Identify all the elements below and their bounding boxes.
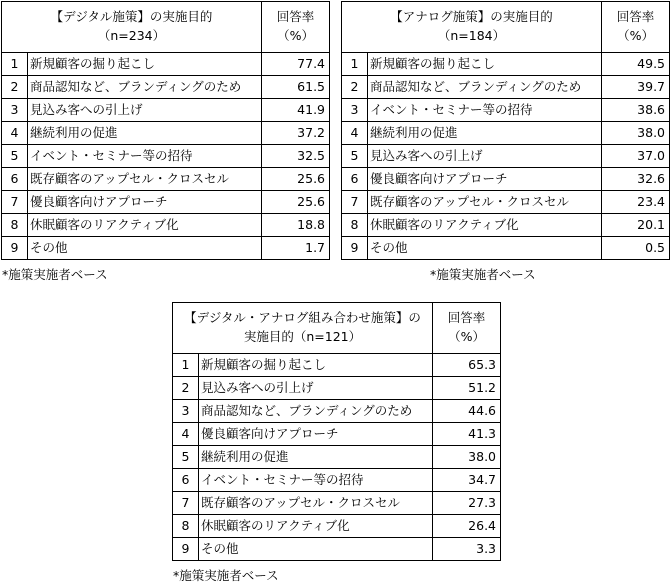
- purpose-cell: イベント・セミナー等の招待: [28, 145, 262, 168]
- rank-cell: 1: [342, 53, 368, 76]
- purpose-cell: その他: [28, 237, 262, 260]
- rate-cell: 26.4: [433, 515, 501, 538]
- rank-cell: 8: [2, 214, 28, 237]
- combined-purpose-panel: [172, 302, 501, 561]
- rate-cell: 41.3: [433, 423, 501, 446]
- purpose-cell: 商品認知など、ブランディングのため: [199, 400, 433, 423]
- digital-purpose-table: [1, 1, 330, 260]
- rank-cell: 2: [173, 377, 199, 400]
- rate-cell: 38.0: [602, 122, 670, 145]
- rank-cell: 3: [2, 99, 28, 122]
- purpose-cell: 既存顧客のアップセル・クロスセル: [199, 492, 433, 515]
- rate-cell: 38.6: [602, 99, 670, 122]
- purpose-cell: 新規顧客の掘り起こし: [199, 354, 433, 377]
- rank-cell: 6: [2, 168, 28, 191]
- rate-header-line-1: 回答率: [276, 9, 315, 25]
- rate-header-line-2: （%）: [448, 329, 485, 344]
- table-header-row: [2, 2, 330, 53]
- table-title-line-1: 【デジタル・アナログ組み合わせ施策】の: [184, 310, 421, 326]
- rank-cell: 6: [342, 168, 368, 191]
- table-row: [2, 53, 330, 76]
- purpose-cell: 既存顧客のアップセル・クロスセル: [368, 191, 602, 214]
- purpose-cell: 休眠顧客のリアクティブ化: [368, 214, 602, 237]
- table-row: [342, 237, 670, 260]
- rank-cell: 9: [173, 538, 199, 561]
- rate-cell: 61.5: [262, 76, 330, 99]
- table-row: [173, 446, 501, 469]
- analog-purpose-panel: [341, 1, 670, 260]
- rank-cell: 9: [2, 237, 28, 260]
- purpose-cell: 休眠顧客のリアクティブ化: [199, 515, 433, 538]
- rate-cell: 18.8: [262, 214, 330, 237]
- rank-cell: 1: [2, 53, 28, 76]
- table-row: [342, 76, 670, 99]
- table-row: [173, 469, 501, 492]
- table-row: [2, 214, 330, 237]
- rank-cell: 1: [173, 354, 199, 377]
- rate-cell: 39.7: [602, 76, 670, 99]
- rank-cell: 6: [173, 469, 199, 492]
- rate-header-line-2: （%）: [277, 28, 314, 43]
- rank-cell: 5: [342, 145, 368, 168]
- rate-cell: 23.4: [602, 191, 670, 214]
- table-row: [2, 145, 330, 168]
- rate-cell: 32.5: [262, 145, 330, 168]
- rank-cell: 9: [342, 237, 368, 260]
- purpose-cell: 新規顧客の掘り起こし: [368, 53, 602, 76]
- rate-header-line-1: 回答率: [447, 310, 486, 326]
- table-row: [2, 168, 330, 191]
- rate-cell: 27.3: [433, 492, 501, 515]
- table-row: [173, 538, 501, 561]
- rank-cell: 4: [173, 423, 199, 446]
- table-row: [173, 492, 501, 515]
- table-row: [342, 122, 670, 145]
- rate-cell: 37.2: [262, 122, 330, 145]
- table-row: [173, 515, 501, 538]
- table-row: [173, 423, 501, 446]
- purpose-cell: 見込み客への引上げ: [368, 145, 602, 168]
- rank-cell: 7: [173, 492, 199, 515]
- table-row: [2, 122, 330, 145]
- rate-cell: 44.6: [433, 400, 501, 423]
- analog-table-note: *施策実施者ベース: [430, 267, 536, 282]
- table-header-row: [173, 303, 501, 354]
- rate-cell: 38.0: [433, 446, 501, 469]
- purpose-cell: イベント・セミナー等の招待: [199, 469, 433, 492]
- combined-purpose-table: [172, 302, 501, 561]
- table-row: [342, 191, 670, 214]
- rate-column-header: [433, 303, 501, 354]
- purpose-cell: 見込み客への引上げ: [199, 377, 433, 400]
- rank-cell: 8: [173, 515, 199, 538]
- table-row: [2, 99, 330, 122]
- rate-cell: 25.6: [262, 168, 330, 191]
- purpose-cell: イベント・セミナー等の招待: [368, 99, 602, 122]
- rate-cell: 25.6: [262, 191, 330, 214]
- combined-table-note: *施策実施者ベース: [173, 568, 279, 583]
- rate-header-line-2: （%）: [617, 28, 654, 43]
- rate-cell: 20.1: [602, 214, 670, 237]
- rate-column-header: [262, 2, 330, 53]
- rate-cell: 37.0: [602, 145, 670, 168]
- table-row: [173, 377, 501, 400]
- purpose-cell: 見込み客への引上げ: [28, 99, 262, 122]
- table-row: [173, 354, 501, 377]
- analog-purpose-table: [341, 1, 670, 260]
- purpose-cell: 優良顧客向けアプローチ: [368, 168, 602, 191]
- table-title-line-2: 実施目的（n=121）: [243, 329, 362, 344]
- purpose-cell: 継続利用の促進: [368, 122, 602, 145]
- purpose-cell: その他: [199, 538, 433, 561]
- purpose-cell: 新規顧客の掘り起こし: [28, 53, 262, 76]
- rank-cell: 7: [2, 191, 28, 214]
- rank-cell: 4: [2, 122, 28, 145]
- purpose-cell: 商品認知など、ブランディングのため: [368, 76, 602, 99]
- table-header-row: [342, 2, 670, 53]
- rate-cell: 65.3: [433, 354, 501, 377]
- rank-cell: 2: [342, 76, 368, 99]
- table-title: [2, 2, 262, 53]
- rank-cell: 5: [173, 446, 199, 469]
- table-title: [173, 303, 433, 354]
- rank-cell: 5: [2, 145, 28, 168]
- table-row: [342, 168, 670, 191]
- purpose-cell: 優良顧客向けアプローチ: [28, 191, 262, 214]
- rank-cell: 7: [342, 191, 368, 214]
- rate-cell: 49.5: [602, 53, 670, 76]
- table-row: [342, 145, 670, 168]
- rate-cell: 0.5: [602, 237, 670, 260]
- rate-cell: 51.2: [433, 377, 501, 400]
- digital-table-note: *施策実施者ベース: [2, 267, 108, 282]
- rate-header-line-1: 回答率: [616, 9, 655, 25]
- rank-cell: 4: [342, 122, 368, 145]
- rank-cell: 8: [342, 214, 368, 237]
- rate-cell: 1.7: [262, 237, 330, 260]
- purpose-cell: 継続利用の促進: [199, 446, 433, 469]
- table-title-line-1: 【デジタル施策】の実施目的: [50, 9, 213, 25]
- table-row: [2, 237, 330, 260]
- rate-cell: 77.4: [262, 53, 330, 76]
- purpose-cell: 継続利用の促進: [28, 122, 262, 145]
- table-row: [342, 53, 670, 76]
- rank-cell: 2: [2, 76, 28, 99]
- rate-cell: 34.7: [433, 469, 501, 492]
- table-row: [2, 76, 330, 99]
- table-title-line-2: （n=184）: [437, 28, 506, 43]
- purpose-cell: 休眠顧客のリアクティブ化: [28, 214, 262, 237]
- purpose-cell: 優良顧客向けアプローチ: [199, 423, 433, 446]
- rate-cell: 32.6: [602, 168, 670, 191]
- table-title: [342, 2, 602, 53]
- rate-cell: 3.3: [433, 538, 501, 561]
- rank-cell: 3: [173, 400, 199, 423]
- table-title-line-1: 【アナログ施策】の実施目的: [390, 9, 553, 25]
- table-row: [2, 191, 330, 214]
- table-row: [173, 400, 501, 423]
- table-row: [342, 99, 670, 122]
- purpose-cell: その他: [368, 237, 602, 260]
- rate-cell: 41.9: [262, 99, 330, 122]
- table-title-line-2: （n=234）: [97, 28, 166, 43]
- purpose-cell: 商品認知など、ブランディングのため: [28, 76, 262, 99]
- rank-cell: 3: [342, 99, 368, 122]
- table-row: [342, 214, 670, 237]
- digital-purpose-panel: [1, 1, 330, 260]
- rate-column-header: [602, 2, 670, 53]
- purpose-cell: 既存顧客のアップセル・クロスセル: [28, 168, 262, 191]
